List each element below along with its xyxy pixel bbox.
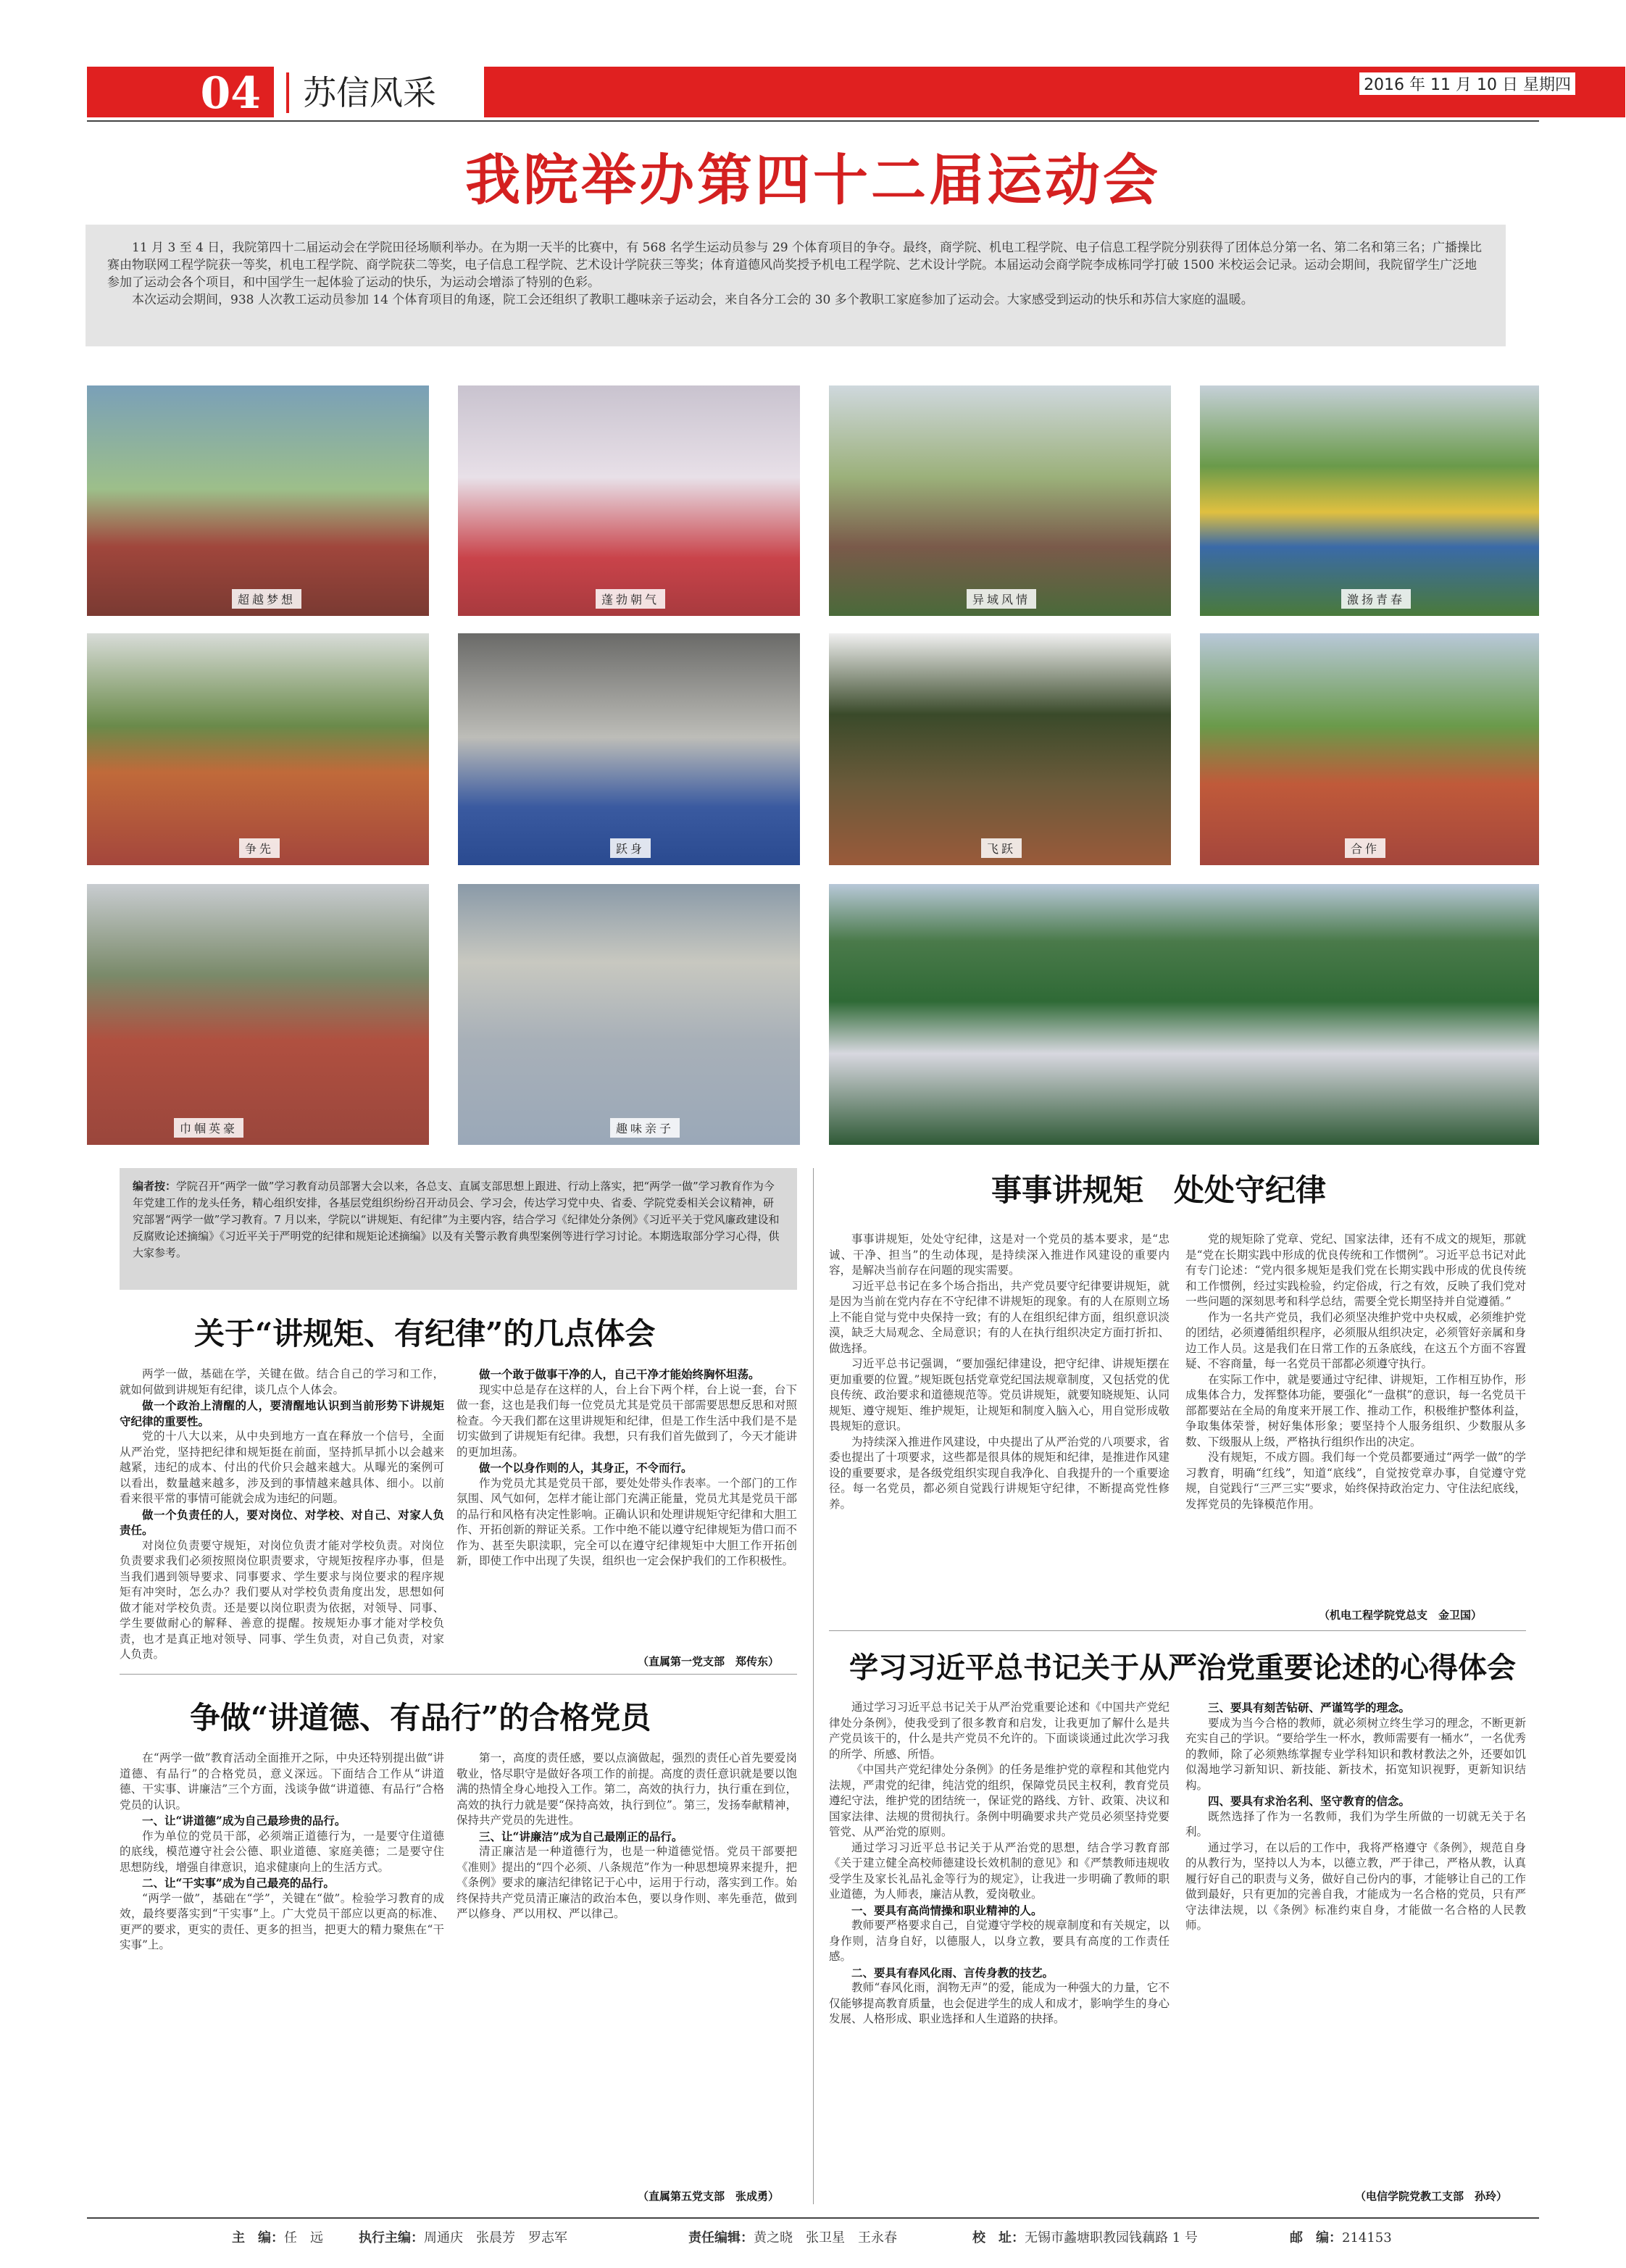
footer	[87, 2217, 1539, 2252]
photo-caption: 蓬勃朝气	[596, 589, 665, 609]
bold-heading: 做一个政治上清醒的人，要清醒地认识到当前形势下讲规矩守纪律的重要性。	[120, 1398, 444, 1428]
photo-10	[458, 884, 800, 1145]
footer-value: 周通庆 张晨芳 罗志军	[424, 2230, 567, 2246]
article-column	[120, 1367, 444, 1661]
photo-caption: 趣味亲子	[610, 1118, 680, 1138]
footer-editor	[688, 2227, 897, 2246]
article-column	[829, 1700, 1170, 2182]
issue-date: 2016 年 11 月 10 日 星期四	[1359, 72, 1575, 95]
bold-heading: 做一个以身作则的人，其身正，不令而行。	[479, 1461, 693, 1475]
bold-heading: 做一个敢于做事干净的人，自己干净才能始终胸怀坦荡。	[479, 1367, 760, 1381]
byline: （机电工程学院党总支 金卫国）	[1319, 1609, 1483, 1622]
footer-value: 214153	[1342, 2230, 1392, 2246]
bold-heading: 一、要具有高尚情操和职业精神的人。	[851, 1903, 1043, 1917]
article-title: 事事讲规矩 处处守纪律	[991, 1172, 1327, 1208]
footer-label: 责任编辑：	[688, 2230, 754, 2246]
intro-paragraph: 本次运动会期间，938 人次教工运动员参加 14 个体育项目的角逐，院工会还组织了教职工趣味亲子运动会，来自各分工会的 30 多个教职工家庭参加了运动会。大家感受到运动的快乐和苏信大家庭的温暖。	[132, 293, 1254, 307]
paragraph: 通过学习习近平总书记关于从严治党的思想，结合学习教育部《关于建立健全高校师德建设长效机制的意见》和《严禁教师违规收受学生及家长礼品礼金等行为的规定》，让我进一步明确了教师的职业道德，为人师表，廉洁从教，爱岗敬业。	[829, 1840, 1170, 1901]
photo-2	[458, 385, 800, 616]
photo-5	[87, 633, 429, 865]
byline: （直属第一党支部 郑传东）	[638, 1655, 780, 1668]
bold-heading: 四、要具有求治名利、坚守教育的信念。	[1208, 1794, 1411, 1808]
footer-label: 执行主编：	[359, 2230, 424, 2246]
headline: 我院举办第四十二届运动会	[465, 148, 1161, 212]
footer-chief	[232, 2227, 323, 2246]
photo-11	[829, 884, 1539, 1145]
paragraph: 在实际工作中，就是要通过守纪律、讲规矩，工作相互协作，形成集体合力，发挥整体功能，要强化“一盘棋”的意识，每一名党员干部都要站在全局的角度来开展工作、推动工作，积极维护整体利益，争取集体荣誉，树好集体形象；要坚持个人服务组织、少数服从多数、下级服从上级，严格执行组织作出的决定。	[1185, 1372, 1526, 1448]
footer-zip	[1290, 2227, 1392, 2246]
photo-9	[87, 884, 429, 1145]
photo-4	[1200, 385, 1539, 616]
divider	[829, 1630, 1526, 1631]
divider	[120, 1674, 797, 1675]
paragraph: 事事讲规矩，处处守纪律，这是对一个党员的基本要求，是“忠诚、干净、担当”的生动体现，是持续深入推进作风建设的重要内容，是解决当前存在问题的现实需要。	[829, 1233, 1170, 1277]
column-divider	[813, 1168, 814, 2204]
page-number: 04	[200, 68, 261, 119]
article-column	[1185, 1700, 1526, 2164]
paragraph: 第一，高度的责任感，要以点滴做起，强烈的责任心首先要爱岗敬业，恪尽职守是做好各项工作的前提。高度的责任意识就是要以饱满的热情全身心地投入工作。第二，高效的执行力，执行重在到位，高效的执行力就是要“保持高效，执行到位”。第三，发扬奉献精神，保持共产党员的先进性。	[456, 1751, 797, 1827]
footer-value: 黄之晓 张卫星 王永春	[754, 2230, 897, 2246]
footer-label: 主 编：	[232, 2230, 284, 2246]
paragraph: 习近平总书记在多个场合指出，共产党员要守纪律要讲规矩，就是因为当前在党内存在不守纪律不讲规矩的现象。有的人在原则立场上不能自觉与党中央保持一致；有的人在组织纪律方面，组织意识淡漠，缺乏大局观念、全局意识；有的人在执行组织决定方面打折扣、做选择。	[829, 1279, 1170, 1355]
paragraph: 清正廉洁是一种道德行为，也是一种道德觉悟。党员干部要把《准则》提出的“四个必须、八条规范”作为一种思想境界来提升，把《条例》要求的廉洁纪律铭记于心中，运用于行动，落实到工作。始终保持共产党员清正廉洁的政治本色，要以身作则、率先垂范，做到严以修身、严以用权、严以律己。	[456, 1845, 797, 1920]
paragraph: 现实中总是存在这样的人，台上台下两个样，台上说一套，台下做一套，这也是我们每一位党员尤其是党员干部需要思想反思和对照检查。今天我们都在这里讲规矩和纪律，但是工作生活中我们是不是切实做到了讲规矩有纪律。我想，只有我们首先做到了，今天才能讲的更加坦荡。	[456, 1383, 797, 1459]
header-rule	[87, 120, 1539, 122]
section-title: 苏信风采	[303, 73, 436, 112]
paragraph: 教师要严格要求自己，自觉遵守学校的规章制度和有关规定，以身作则，洁身自好，以德服人，以身立教，要具有高度的工作责任感。	[829, 1919, 1170, 1963]
footer-value: 无锡市蠡塘职教园钱藕路 1 号	[1025, 2230, 1198, 2246]
paragraph: 为持续深入推进作风建设，中央提出了从严治党的八项要求，省委也提出了十项要求，这些都是很具体的规矩和纪律，是推进作风建设的重要要求，是各级党组织实现自我净化、自我提升的一个重要途径。每一名党员，都必须自觉践行讲规矩守纪律，不断提高党性修养。	[829, 1435, 1170, 1511]
footer-address	[972, 2227, 1198, 2246]
article-title: 关于“讲规矩、有纪律”的几点体会	[194, 1316, 656, 1351]
bold-heading: 三、要具有刻苦钻研、严谨笃学的理念。	[1208, 1701, 1411, 1714]
paragraph: 习近平总书记强调，“要加强纪律建设，把守纪律、讲规矩摆在更加重要的位置。”规矩既包括党章党纪国法规章制度，又包括党的优良传统、政治要求和道德规范等。党员讲规矩，就要知晓规矩、认同规矩、遵守规矩、维护规矩，让规矩和制度入脑入心，用自觉形成敬畏规矩的意识。	[829, 1357, 1170, 1433]
footer-exec	[359, 2227, 567, 2246]
paragraph: 没有规矩，不成方圆。我们每一个党员都要通过“两学一做”的学习教育，明确“红线”，知道“底线”，自觉按党章办事，自觉遵守党规，自觉践行“三严三实”要求，始终保持政治定力、守住法纪底线，发挥党员的先锋模范作用。	[1185, 1451, 1526, 1511]
photo-caption: 争先	[239, 838, 280, 858]
bold-heading: 二、要具有春风化雨、言传身教的技艺。	[851, 1965, 1054, 1980]
header-divider	[286, 72, 289, 113]
article-column	[120, 1751, 444, 2193]
editor-note	[120, 1168, 797, 1290]
photo-caption: 激扬青春	[1341, 589, 1411, 609]
article-column	[456, 1751, 797, 2182]
editor-note-text: 学院召开“两学一做”学习教育动员部署大会以来，各总支、直属支部思想上跟进、行动上落实，把“两学一做”学习教育作为今年党建工作的龙头任务，精心组织安排，各基层党组织纷纷召开动员会、学习会，传达学习党中央、省委、学院党委相关会议精神，研究部署“两学一做”学习教育。7 月以来，学院以“讲规矩、有纪律”为主要内容，结合学习《纪律处分条例》《习近平关于党风廉政建设和反腐败论述摘编》《习近平关于严明党的纪律和规矩论述摘编》以及有关警示教育典型案例等进行学习讨论。本期选取部分学习心得，供大家参考。	[133, 1180, 780, 1259]
photo-caption: 合作	[1345, 838, 1385, 858]
footer-label: 校 址：	[972, 2230, 1025, 2246]
paragraph: “两学一做”，基础在“学”，关键在“做”。检验学习教育的成效，最终要落实到“干实事”上。广大党员干部应以更高的标准、更严的要求，更实的责任、更多的担当，把更大的精力聚焦在“干实事”上。	[120, 1891, 444, 1951]
article-title: 学习习近平总书记关于从严治党重要论述的心得体会	[849, 1651, 1516, 1685]
paragraph: 通过学习，在以后的工作中，我将严格遵守《条例》，规范自身的从教行为，坚持以人为本，以德立教，严于律己，严格从教，认真履行好自己的职责与义务，做好自己份内的事，才能够让自己的工作做到最好，只有更加的完善自我，才能成为一名合格的党员，只有严守法律法规，以《条例》标准约束自身，才能做一名合格的人民教师。	[1185, 1840, 1526, 1932]
photo-7	[829, 633, 1171, 865]
photo-caption: 异域风情	[967, 589, 1036, 609]
bold-heading: 做一个负责任的人，要对岗位、对学校、对自己、对家人负责任。	[120, 1507, 444, 1537]
byline: （电信学院党教工支部 孙玲）	[1355, 2190, 1508, 2203]
intro-paragraph: 11 月 3 至 4 日，我院第四十二届运动会在学院田径场顺利举办。在为期一天半的比赛中，有 568 名学生运动员参与 29 个体育项目的争夺。最终，商学院、机电工程学院、电子信息工程学院分别获得了团体总分第一名、第二名和第三名；广播操比赛由物联网工程学院获一等奖，机电工程学院、商学院获二等奖，电子信息工程学院、艺术设计学院获三等奖；体育道德风尚奖授予机电工程学院、艺术设计学院。本届运动会商学院李成栋同学打破 1500 米校运会记录。运动会期间，我院留学生广泛地参加了运动会各个项目，和中国学生一起体验了运动的快乐，为运动会增添了特别的色彩。	[107, 241, 1482, 290]
paragraph: 党的规矩除了党章、党纪、国家法律，还有不成文的规矩，那就是“党在长期实践中形成的优良传统和工作惯例”。习近平总书记对此有专门论述：“党内很多规矩是我们党在长期实践中形成的优良传统和工作惯例，经过实践检验，约定俗成，行之有效，反映了我们党对一些问题的深刻思考和科学总结，需要全党长期坚持并自觉遵循。”	[1185, 1233, 1526, 1308]
article-column	[829, 1232, 1170, 1606]
paragraph: 教师“春风化雨，润物无声”的爱，能成为一种强大的力量，它不仅能够提高教育质量，也会促进学生的成人和成才，影响学生的身心发展、人格形成、职业选择和人生道路的抉择。	[829, 1981, 1170, 2025]
paragraph: 作为单位的党员干部，必须端正道德行为，一是要守住道德的底线，模范遵守社会公德、职业道德、家庭美德；二是要守住思想防线，增强自律意识，追求健康向上的生活方式。	[120, 1829, 444, 1874]
paragraph: 党的十八大以来，从中央到地方一直在释放一个信号，全面从严治党，坚持把纪律和规矩挺在前面，坚持抓早抓小以会越来越紧，违纪的成本、付出的代价只会越来越大。从曝光的案例可以看出，数量越来越多，涉及到的事情越来越具体、细小。以前看来很平常的事情可能就会成为违纪的问题。	[120, 1430, 444, 1505]
article-column	[456, 1367, 797, 1649]
paragraph: 在“两学一做”教育活动全面推开之际，中央还特别提出做“讲道德、有品行”的合格党员，意义深远。下面结合工作从“讲道德、干实事、讲廉洁”三个方面，浅谈争做“讲道德、有品行”合格党员的认识。	[120, 1751, 444, 1812]
photo-8	[1200, 633, 1539, 865]
paragraph: 《中国共产党纪律处分条例》的任务是维护党的章程和其他党内法规，严肃党的纪律，纯洁党的组织，保障党员民主权利，教育党员遵纪守法，维护党的团结统一，保证党的路线、方针、政策、决议和国家法律、法规的贯彻执行。条例中明确要求共产党员必须坚持党要管党、从严治党的原则。	[829, 1763, 1170, 1838]
photo-caption: 飞跃	[981, 838, 1022, 858]
byline: （直属第五党支部 张成勇）	[638, 2190, 780, 2203]
paragraph: 作为党员尤其是党员干部，要处处带头作表率。一个部门的工作氛围、风气如何，怎样才能让部门充满正能量，党员尤其是党员干部的品行和风格有决定性影响。正确认识和处理讲规矩守纪律和大胆工作、开拓创新的辩证关系。工作中绝不能以遵守纪律规矩为借口而不作为、甚至失职渎职，完全可以在遵守纪律规矩中大胆工作开拓创新，即使工作中出现了失误，组织也一定会保护我们的工作积极性。	[456, 1476, 797, 1567]
footer-value: 任 远	[284, 2230, 323, 2246]
bold-heading: 二、让“干实事”成为自己最亮的品行。	[142, 1876, 335, 1890]
article-title: 争做“讲道德、有品行”的合格党员	[190, 1700, 651, 1735]
editor-note-label: 编者按：	[133, 1180, 177, 1193]
paragraph: 对岗位负责要守规矩，对岗位负责才能对学校负责。对岗位负责要求我们必须按照岗位职责要求，守规矩按程序办事，但是当我们遇到领导要求、同事要求、学生要求与岗位要求的程序规矩有冲突时，怎么办？我们要从对学校负责角度出发，思想如何做才能对学校负责。还是要以岗位职责为依据，对领导、同事、学生要做耐心的解释、善意的提醒。按规矩办事才能对学校负责，也才是真正地对领导、同事、学生负责，对自己负责，对家人负责。	[120, 1538, 444, 1661]
photo-6	[458, 633, 800, 865]
paragraph: 既然选择了作为一名教师，我们为学生所做的一切就无关于名利。	[1185, 1809, 1526, 1838]
photo-3	[829, 385, 1171, 616]
paragraph: 作为一名共产党员，我们必须坚决维护党中央权威，必须维护党的团结，必须遵循组织程序，必须服从组织决定，必须管好亲属和身边工作人员。这是我们在日常工作的五条底线，在这五个方面不容置疑、不容商量，每一名党员干部都必须遵守执行。	[1185, 1310, 1526, 1370]
article-column	[1185, 1232, 1526, 1601]
footer-label: 邮 编：	[1290, 2230, 1342, 2246]
photo-caption: 跃身	[610, 838, 651, 858]
photo-caption: 巾帼英豪	[174, 1118, 243, 1138]
page-number-badge	[87, 67, 274, 117]
bold-heading: 一、让“讲道德”成为自己最珍贵的品行。	[142, 1814, 346, 1827]
photo-caption: 超越梦想	[232, 589, 301, 609]
paragraph: 两学一做，基础在学，关键在做。结合自己的学习和工作，就如何做到讲规矩有纪律，谈几点个人体会。	[120, 1367, 444, 1396]
bold-heading: 三、让“讲廉洁”成为自己最刚正的品行。	[479, 1829, 683, 1843]
paragraph: 通过学习习近平总书记关于从严治党重要论述和《中国共产党纪律处分条例》，使我受到了很多教育和启发，让我更加了解什么是共产党员该干的，什么是共产党员不允许的。下面谈谈通过此次学习我的所学、所感、所悟。	[829, 1701, 1170, 1761]
intro-box	[86, 225, 1506, 346]
paragraph: 要成为当今合格的教师，就必须树立终生学习的理念，不断更新充实自己的学识。“要给学生一杯水，教师需要有一桶水”，一名优秀的教师，除了必须熟练掌握专业学科知识和教材教法之外，还要如饥似渴地学习新知识、新技能、新技术，拓宽知识视野，更新知识结构。	[1185, 1716, 1526, 1792]
photo-1	[87, 385, 429, 616]
